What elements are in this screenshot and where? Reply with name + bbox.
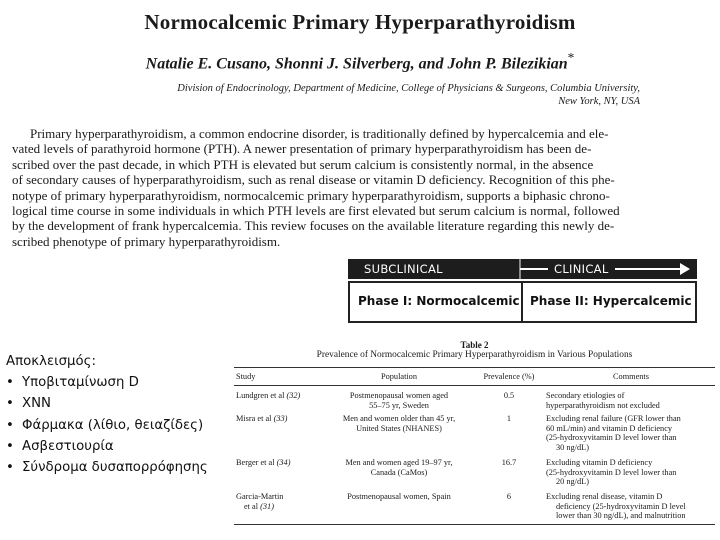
table-row-population bbox=[324, 414, 474, 433]
abstract-line: vated levels of parathyroid hormone (PTH). A newer presentation of primary hyperparathyroidism has been de- bbox=[12, 141, 592, 157]
prevalence-table bbox=[232, 340, 717, 526]
list-item bbox=[6, 415, 246, 436]
population-line: Postmenopausal women, Spain bbox=[347, 492, 451, 501]
population-line: Men and women aged 19–97 yr, bbox=[345, 458, 453, 467]
study-name: Berger et al bbox=[236, 458, 275, 467]
comment-line: Secondary etiologies of bbox=[546, 391, 625, 400]
population-line: Canada (CaMos) bbox=[370, 467, 428, 477]
study-ref: (34) bbox=[276, 458, 291, 467]
comment-line: hyperparathyroidism not excluded bbox=[546, 400, 660, 410]
clinical-label: CLINICAL bbox=[548, 262, 615, 276]
exclusion-item: Ασβεστιουρία bbox=[22, 438, 114, 454]
list-item bbox=[6, 457, 246, 478]
comment-line: 30 ng/dL) bbox=[556, 442, 589, 452]
table-rule-header bbox=[234, 385, 715, 386]
study-name-line2: et al bbox=[244, 501, 259, 511]
population-line: 55–75 yr, Sweden bbox=[369, 400, 429, 410]
table-row-prevalence: 1 bbox=[506, 414, 512, 423]
table-row-study bbox=[236, 458, 322, 468]
column-header-comments: Comments bbox=[613, 372, 649, 381]
table-row-population bbox=[324, 458, 474, 477]
paper-authors bbox=[0, 50, 720, 73]
paper-title: Normocalcemic Primary Hyperparathyroidism bbox=[144, 10, 576, 34]
comment-line: Excluding renal disease, vitamin D bbox=[546, 492, 663, 501]
author-names: Natalie E. Cusano, Shonni J. Silverberg, and John P. Bilezikian bbox=[145, 55, 568, 73]
abstract-line: scribed phenotype of primary hyperparathyroidism. bbox=[12, 233, 281, 249]
comment-line: (25-hydroxyvitamin D level lower than bbox=[546, 433, 677, 443]
comment-line: 60 mL/min) and vitamin D deficiency bbox=[546, 423, 673, 433]
list-item bbox=[6, 393, 246, 414]
abstract-line: scribed over the past decade, in which PTH is elevated but serum calcium is consistently normal, in the absence bbox=[12, 156, 594, 172]
abstract-line: notype of primary hyperparathyroidism, normocalcemic primary hyperparathyroidism, supports a biphasic chrono- bbox=[12, 187, 610, 203]
table-row-study bbox=[236, 391, 322, 401]
phase-1-label: Phase I: Normocalcemic bbox=[358, 294, 520, 308]
author-mark: * bbox=[567, 50, 575, 65]
table-row-comments bbox=[546, 492, 716, 521]
population-line: Postmenopausal women aged bbox=[349, 391, 449, 400]
study-ref: (31) bbox=[260, 501, 274, 511]
study-name: Lundgren et al bbox=[236, 391, 285, 400]
bullet-icon: • bbox=[6, 438, 14, 454]
exclusion-item: Σύνδρομα δυσαπορρόφησης bbox=[22, 460, 208, 476]
bullet-icon: • bbox=[6, 417, 14, 433]
abstract-line: Primary hyperparathyroidism, a common endocrine disorder, is traditionally defined by hypercalcemia and ele- bbox=[30, 126, 609, 141]
table-rule-top bbox=[234, 367, 715, 368]
phase-box bbox=[348, 281, 697, 323]
table-row-study bbox=[236, 492, 322, 511]
phase-2-label: Phase II: Hypercalcemic bbox=[530, 294, 692, 308]
study-name: Misra et al bbox=[236, 414, 272, 423]
table-row-prevalence: 6 bbox=[506, 492, 512, 501]
comment-line: Excluding vitamin D deficiency bbox=[546, 458, 653, 467]
exclusion-list bbox=[6, 351, 246, 478]
affiliation-line: New York, NY, USA bbox=[558, 96, 640, 107]
comment-line: lower than 30 ng/dL), and malnutrition bbox=[556, 511, 686, 521]
comment-line: deficiency (25-hydroxyvitamin D level bbox=[556, 501, 686, 511]
bullet-icon: • bbox=[6, 375, 14, 391]
affiliation-line: Division of Endocrinology, Department of Medicine, College of Physicians & Surgeons, Columbia University, bbox=[177, 83, 640, 94]
bullet-icon: • bbox=[6, 396, 14, 412]
exclusion-heading: Αποκλεισμός: bbox=[6, 354, 96, 369]
phase-box-divider bbox=[521, 283, 523, 321]
comment-line: 20 ng/dL) bbox=[556, 477, 589, 487]
column-header-study: Study bbox=[236, 372, 256, 381]
clinical-arrow-icon bbox=[680, 263, 690, 275]
exclusion-item: ΧΝΝ bbox=[22, 396, 52, 412]
affiliation bbox=[80, 82, 640, 108]
study-ref: (32) bbox=[286, 391, 301, 400]
study-ref: (33) bbox=[273, 414, 288, 423]
phase-header-bar bbox=[348, 259, 697, 279]
population-line: Men and women older than 45 yr, bbox=[342, 414, 456, 423]
list-item bbox=[6, 436, 246, 457]
column-header-population: Population bbox=[381, 372, 417, 381]
table-row-prevalence: 0.5 bbox=[503, 391, 515, 400]
list-item bbox=[6, 372, 246, 393]
table-row-population bbox=[324, 492, 474, 502]
exclusion-item: Φάρμακα (λίθιο, θειαζίδες) bbox=[22, 417, 204, 433]
abstract-line: logical time course in some individuals in which PTH levels are first elevated but serum calcium is normal, followed bbox=[12, 203, 620, 219]
table-row-study bbox=[236, 414, 322, 424]
abstract-line: by the development of frank hypercalcemia. This review focuses on the available literature regarding this newly de- bbox=[12, 218, 615, 234]
table-caption: Prevalence of Normocalcemic Primary Hyperparathyroidism in Various Populations bbox=[316, 350, 633, 360]
study-name-cont bbox=[236, 502, 322, 512]
comment-line: Excluding renal failure (GFR lower than bbox=[546, 414, 681, 423]
table-rule-bottom bbox=[234, 524, 715, 525]
table-row-population bbox=[324, 391, 474, 410]
table-row-comments bbox=[546, 414, 716, 452]
population-line: United States (NHANES) bbox=[356, 423, 442, 433]
column-header-prevalence: Prevalence (%) bbox=[483, 372, 535, 381]
table-label: Table 2 bbox=[460, 340, 489, 350]
phase-diagram bbox=[348, 259, 697, 323]
subclinical-label: SUBCLINICAL bbox=[364, 262, 443, 276]
comment-line: (25-hydroxyvitamin D level lower than bbox=[546, 467, 677, 477]
table-row-prevalence: 16.7 bbox=[501, 458, 517, 467]
bullet-icon: • bbox=[6, 460, 14, 476]
table-row-comments bbox=[546, 391, 716, 410]
abstract-line: of secondary causes of hyperparathyroidism, such as renal disease or vitamin D deficiency. Recognition of this phe- bbox=[12, 172, 615, 188]
table-row-comments bbox=[546, 458, 716, 487]
study-name: Garcia-Martin bbox=[236, 492, 284, 501]
abstract bbox=[12, 126, 708, 249]
exclusion-item: Υποβιταμίνωση D bbox=[22, 375, 139, 391]
